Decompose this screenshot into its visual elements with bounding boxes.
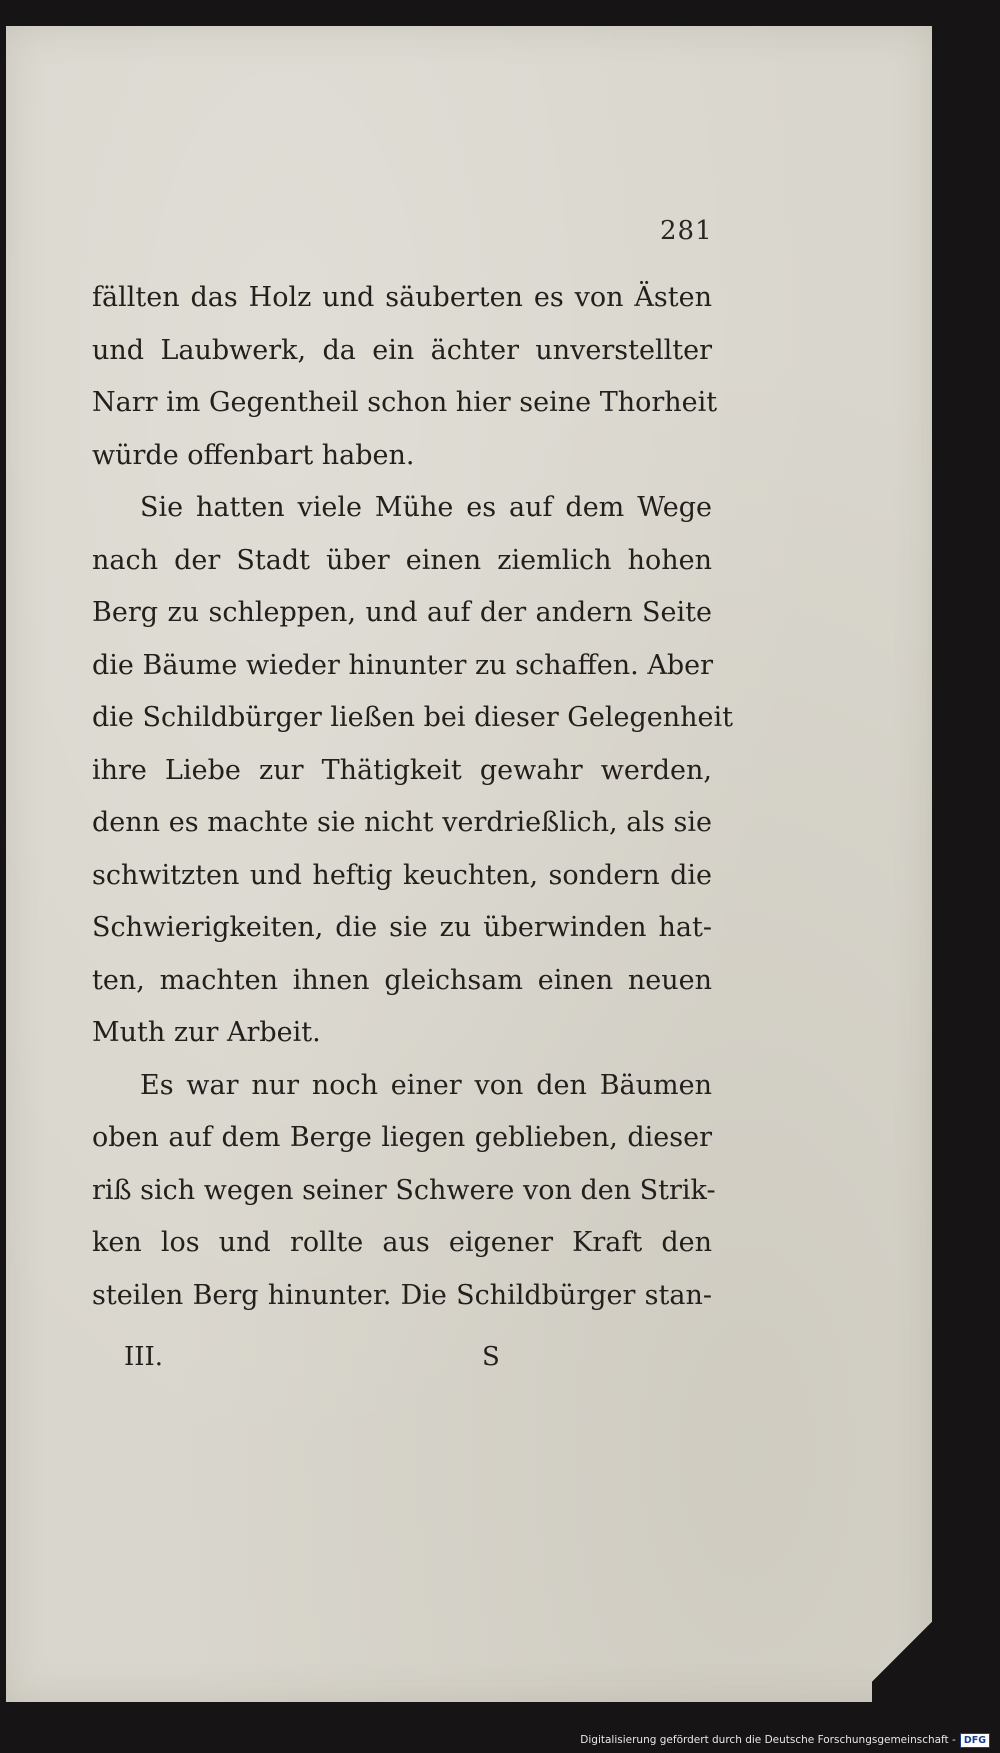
text-line: Muth zur Arbeit.	[92, 1017, 321, 1048]
text-line: die Schildbürger ließen bei dieser Gelegenheit	[92, 702, 733, 733]
page-footer	[6, 1342, 932, 1382]
text-line: ihre Liebe zur Thätigkeit gewahr werden,	[92, 754, 712, 786]
dfg-logo: DFG	[960, 1733, 990, 1748]
text-line: schwitzten und heftig keuchten, sondern die	[92, 859, 712, 891]
text-line: Es war nur noch einer von den Bäumen	[140, 1069, 712, 1101]
text-line: ten, machten ihnen gleichsam einen neuen	[92, 964, 712, 996]
text-line: riß sich wegen seiner Schwere von den Strik-	[92, 1174, 716, 1206]
text-line: und Laubwerk, da ein ächter unverstellter	[92, 334, 712, 366]
digitization-credit	[580, 1731, 990, 1749]
text-line: fällten das Holz und säuberten es von Ästen	[92, 282, 712, 313]
text-line: Schwierigkeiten, die sie zu überwinden hat-	[92, 912, 712, 943]
credit-text: Digitalisierung gefördert durch die Deutsche Forschungsgemeinschaft -	[580, 1734, 956, 1746]
text-line: Narr im Gegentheil schon hier seine Thorheit	[92, 387, 718, 418]
text-line: die Bäume wieder hinunter zu schaffen. Aber	[92, 649, 713, 681]
signature-mark: III.	[124, 1342, 164, 1372]
page-number: 281	[660, 216, 713, 246]
book-page	[6, 26, 932, 1702]
text-line: nach der Stadt über einen ziemlich hohen	[92, 544, 712, 576]
text-line: oben auf dem Berge liegen geblieben, dieser	[92, 1122, 712, 1153]
torn-corner	[872, 1602, 932, 1702]
text-line: Berg zu schleppen, und auf der andern Seite	[92, 597, 712, 628]
text-line: ken los und rollte aus eigener Kraft den	[92, 1227, 712, 1258]
text-line: Sie hatten viele Mühe es auf dem Wege	[140, 492, 712, 523]
text-line: denn es machte sie nicht verdrießlich, als sie	[92, 807, 712, 838]
catchword: S	[482, 1342, 500, 1372]
body-text	[92, 272, 733, 1322]
text-line: steilen Berg hinunter. Die Schildbürger stan-	[92, 1279, 712, 1311]
text-line: würde offenbart haben.	[92, 439, 415, 471]
